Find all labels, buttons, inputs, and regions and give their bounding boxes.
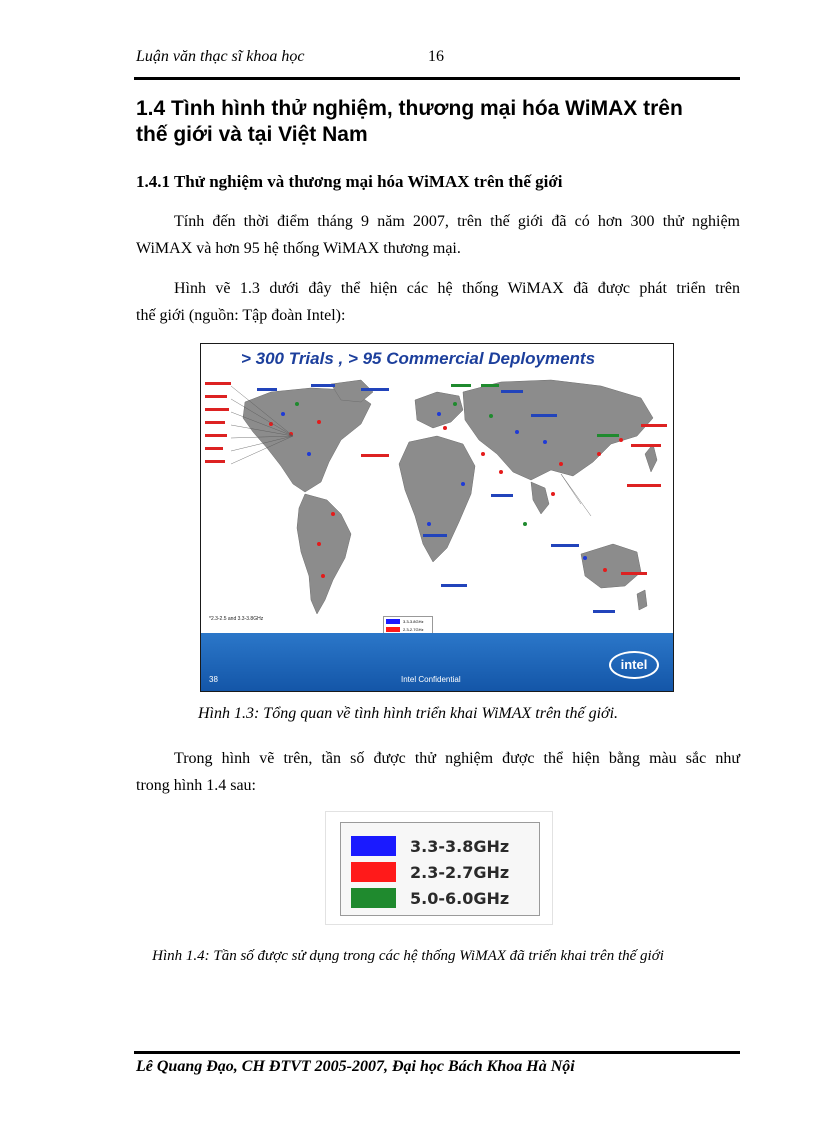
legend-swatch-green — [351, 888, 396, 908]
legend-label: 5.0-6.0GHz — [410, 888, 510, 908]
legend-row-5.0-6.0 — [351, 887, 509, 909]
paragraph-3 — [136, 745, 740, 799]
paragraph-2-line1: Hình vẽ 1.3 dưới đây thể hiện các hệ thống WiMAX đã được phát triển trên — [174, 280, 740, 297]
legend-label: 2.3-2.7GHz — [410, 862, 510, 882]
subsection-heading: 1.4.1 Thử nghiệm và thương mại hóa WiMAX trên thế giới — [136, 172, 563, 191]
figure-1-4-caption: Hình 1.4: Tần số được sử dụng trong các hệ thống WiMAX đã triển khai trên thế giới — [152, 948, 664, 964]
paragraph-1 — [136, 208, 740, 262]
footer-rule — [134, 1051, 740, 1054]
running-footer: Lê Quang Đạo, CH ĐTVT 2005-2007, Đại học Bách Khoa Hà Nội — [136, 1058, 575, 1075]
paragraph-3-line2: trong hình 1.4 sau: — [136, 777, 256, 794]
running-header-title: Luận văn thạc sĩ khoa học — [136, 48, 305, 65]
legend-row-2.3-2.7 — [351, 861, 509, 883]
paragraph-1-line1: Tính đến thời điểm tháng 9 năm 2007, trên thế giới đã có hơn 300 thử nghiệm — [174, 213, 740, 230]
section-heading — [136, 96, 742, 148]
page-number: 16 — [428, 48, 444, 65]
mini-legend-row: 3.3-3.8GHz — [386, 617, 432, 625]
section-heading-line2: thế giới và tại Việt Nam — [136, 123, 368, 146]
frequency-legend-box — [340, 822, 540, 916]
intel-logo-icon: intel — [609, 651, 659, 679]
slide-confidential-label: Intel Confidential — [401, 675, 461, 684]
wimax-world-map-figure — [200, 343, 674, 692]
legend-label: 3.3-3.8GHz — [410, 836, 510, 856]
map-title: > 300 Trials , > 95 Commercial Deployments — [241, 349, 596, 368]
paragraph-3-line1: Trong hình vẽ trên, tần số được thử nghiệm được thể hiện bằng màu sắc như — [174, 750, 740, 767]
frequency-legend-figure — [325, 811, 553, 925]
paragraph-2 — [136, 275, 740, 329]
map-footnote: *2.3-2.5 and 3.3-3.8GHz — [209, 616, 264, 622]
figure-1-3-caption: Hình 1.3: Tổng quan về tình hình triển khai WiMAX trên thế giới. — [197, 705, 619, 722]
header-rule — [134, 77, 740, 80]
section-heading-line1: 1.4 Tình hình thử nghiệm, thương mại hóa WiMAX trên — [136, 97, 683, 120]
paragraph-1-line2: WiMAX và hơn 95 hệ thống WiMAX thương mại. — [136, 240, 461, 257]
mini-legend-row: 2.3-2.7GHz — [386, 625, 432, 633]
legend-swatch-red — [351, 862, 396, 882]
slide-number: 38 — [209, 675, 218, 684]
paragraph-2-line2: thế giới (nguồn: Tập đoàn Intel): — [136, 307, 346, 324]
legend-row-3.3-3.8 — [351, 835, 509, 857]
legend-swatch-blue — [351, 836, 396, 856]
